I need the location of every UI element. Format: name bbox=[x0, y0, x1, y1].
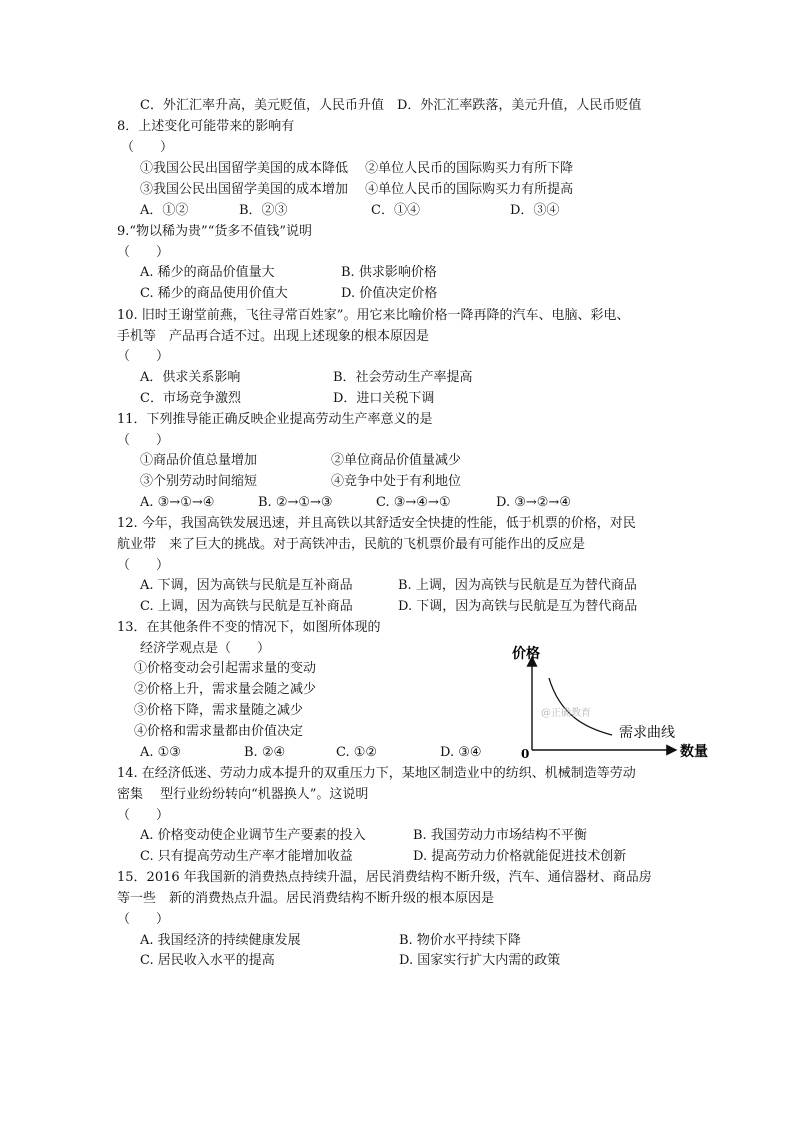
text-line-l32b: B. ②④ bbox=[244, 745, 286, 760]
text-line-l31: ④价格和需求量都由价值决定 bbox=[134, 724, 304, 739]
text-line-l06d: D．③④ bbox=[510, 203, 560, 218]
text-line-l20b: B. ②→①→③ bbox=[258, 495, 333, 510]
text-line-l18b: ②单位商品价值量减少 bbox=[331, 453, 462, 468]
text-line-l16: 11．下列推导能正确反映企业提高劳动生产率意义的是 bbox=[117, 412, 433, 427]
text-line-l42b: D. 国家实行扩大内需的政策 bbox=[399, 953, 561, 968]
text-line-l17: （ ） bbox=[117, 433, 170, 448]
text-line-l12: 手机等 产品再合适不过。出现上述现象的根本原因是 bbox=[117, 329, 430, 344]
text-line-l41a: A. 我国经济的持续健康发展 bbox=[140, 933, 301, 948]
text-line-l07: 9.“物以稀为贵”“货多不值钱”说明 bbox=[117, 224, 312, 239]
text-line-l34: 密集 型行业纷纷转向“机器换人”。这说明 bbox=[117, 787, 369, 802]
text-line-l02: 8．上述变化可能带来的影响有 bbox=[117, 119, 295, 134]
text-line-l36a: A. 价格变动使企业调节生产要素的投入 bbox=[140, 828, 366, 843]
text-line-l25a: C. 上调，因为高铁与民航是互补商品 bbox=[140, 599, 353, 614]
text-line-l06c: C．①④ bbox=[371, 203, 420, 218]
text-line-l28: ①价格变动会引起需求量的变动 bbox=[134, 661, 317, 676]
text-line-l22: 航业带 来了巨大的挑战。对于高铁冲击，民航的飞机票价最有可能作出的反应是 bbox=[117, 537, 586, 552]
text-line-l20a: A. ③→①→④ bbox=[140, 495, 215, 510]
text-line-l13: （ ） bbox=[117, 349, 170, 364]
text-line-l19b: ④竞争中处于有利地位 bbox=[331, 474, 462, 489]
text-line-l32a: A. ①③ bbox=[140, 745, 181, 760]
text-line-l15a: C．市场竞争激烈 bbox=[140, 391, 241, 406]
text-line-l10b: D. 价值决定价格 bbox=[341, 286, 438, 301]
text-line-l23: （ ） bbox=[117, 558, 170, 573]
text-line-l10a: C. 稀少的商品使用价值大 bbox=[140, 286, 288, 301]
text-line-l24b: B. 上调，因为高铁与民航是互为替代商品 bbox=[398, 578, 637, 593]
curve-label: 需求曲线 bbox=[619, 725, 675, 741]
x-axis-label: 数量 bbox=[680, 744, 708, 760]
text-line-l33: 14. 在经济低迷、劳动力成本提升的双重压力下，某地区制造业中的纺织、机械制造等劳动 bbox=[117, 766, 636, 781]
text-line-l05: ③我国公民出国留学美国的成本增加 ④单位人民币的国际购买力有所提高 bbox=[140, 182, 574, 197]
text-line-l14b: B．社会劳动生产率提高 bbox=[333, 370, 473, 385]
text-line-l41b: B. 物价水平持续下降 bbox=[399, 933, 521, 948]
text-line-l06a: A．①② bbox=[140, 203, 189, 218]
text-line-l18a: ①商品价值总量增加 bbox=[140, 453, 258, 468]
text-line-l25b: D. 下调，因为高铁与民航是互为替代商品 bbox=[398, 599, 638, 614]
text-line-l37b: D. 提高劳动力价格就能促进技术创新 bbox=[413, 849, 627, 864]
text-line-l20c: C. ③→④→① bbox=[376, 495, 451, 510]
text-line-l09a: A. 稀少的商品价值量大 bbox=[140, 265, 275, 280]
text-line-l32d: D. ③④ bbox=[440, 745, 482, 760]
text-line-l39: 等一些 新的消费热点升温。居民消费结构不断升级的根本原因是 bbox=[117, 891, 495, 906]
text-line-l42a: C. 居民收入水平的提高 bbox=[140, 953, 275, 968]
text-line-l20d: D. ③→②→④ bbox=[496, 495, 571, 510]
text-line-l08: （ ） bbox=[117, 245, 170, 260]
demand-curve bbox=[549, 678, 612, 735]
text-line-l19a: ③个别劳动时间缩短 bbox=[140, 474, 258, 489]
text-line-l29: ②价格上升，需求量会随之减少 bbox=[134, 682, 317, 697]
text-line-l15b: D．进口关税下调 bbox=[333, 391, 435, 406]
text-line-l11: 10. 旧时王谢堂前燕，飞往寻常百姓家”。用它来比喻价格一降再降的汽车、电脑、彩电、 bbox=[117, 308, 630, 323]
text-line-l32c: C. ①② bbox=[336, 745, 378, 760]
watermark: @正确教育 bbox=[541, 708, 591, 719]
text-line-l24a: A. 下调，因为高铁与民航是互补商品 bbox=[140, 578, 353, 593]
text-line-l27: 经济学观点是（ ） bbox=[140, 641, 271, 656]
text-line-l01: C．外汇汇率升高，美元贬值，人民币升值 D．外汇汇率跌落，美元升值，人民币贬值 bbox=[140, 98, 642, 113]
y-axis-label: 价格 bbox=[512, 646, 540, 662]
text-line-l40: （ ） bbox=[117, 912, 170, 927]
text-line-l06b: B．②③ bbox=[239, 203, 288, 218]
text-line-l30: ③价格下降，需求量随之减少 bbox=[134, 703, 304, 718]
text-line-l09b: B. 供求影响价格 bbox=[341, 265, 437, 280]
text-line-l14a: A．供求关系影响 bbox=[140, 370, 241, 385]
text-line-l03: （ ） bbox=[121, 140, 174, 155]
text-line-l26: 13．在其他条件不变的情况下，如图所体现的 bbox=[117, 620, 381, 635]
text-line-l36b: B. 我国劳动力市场结构不平衡 bbox=[413, 828, 587, 843]
text-line-l38: 15．2016 年我国新的消费热点持续升温，居民消费结构不断升级，汽车、通信器材、商品房 bbox=[117, 870, 652, 885]
text-line-l35: （ ） bbox=[117, 808, 170, 823]
text-line-l21: 12. 今年，我国高铁发展迅速，并且高铁以其舒适安全快捷的性能，低于机票的价格，对民 bbox=[117, 516, 636, 531]
text-line-l37a: C. 只有提高劳动生产率才能增加收益 bbox=[140, 849, 353, 864]
text-line-l04: ①我国公民出国留学美国的成本降低 ②单位人民币的国际购买力有所下降 bbox=[140, 161, 574, 176]
origin-label: 0 bbox=[521, 747, 530, 761]
